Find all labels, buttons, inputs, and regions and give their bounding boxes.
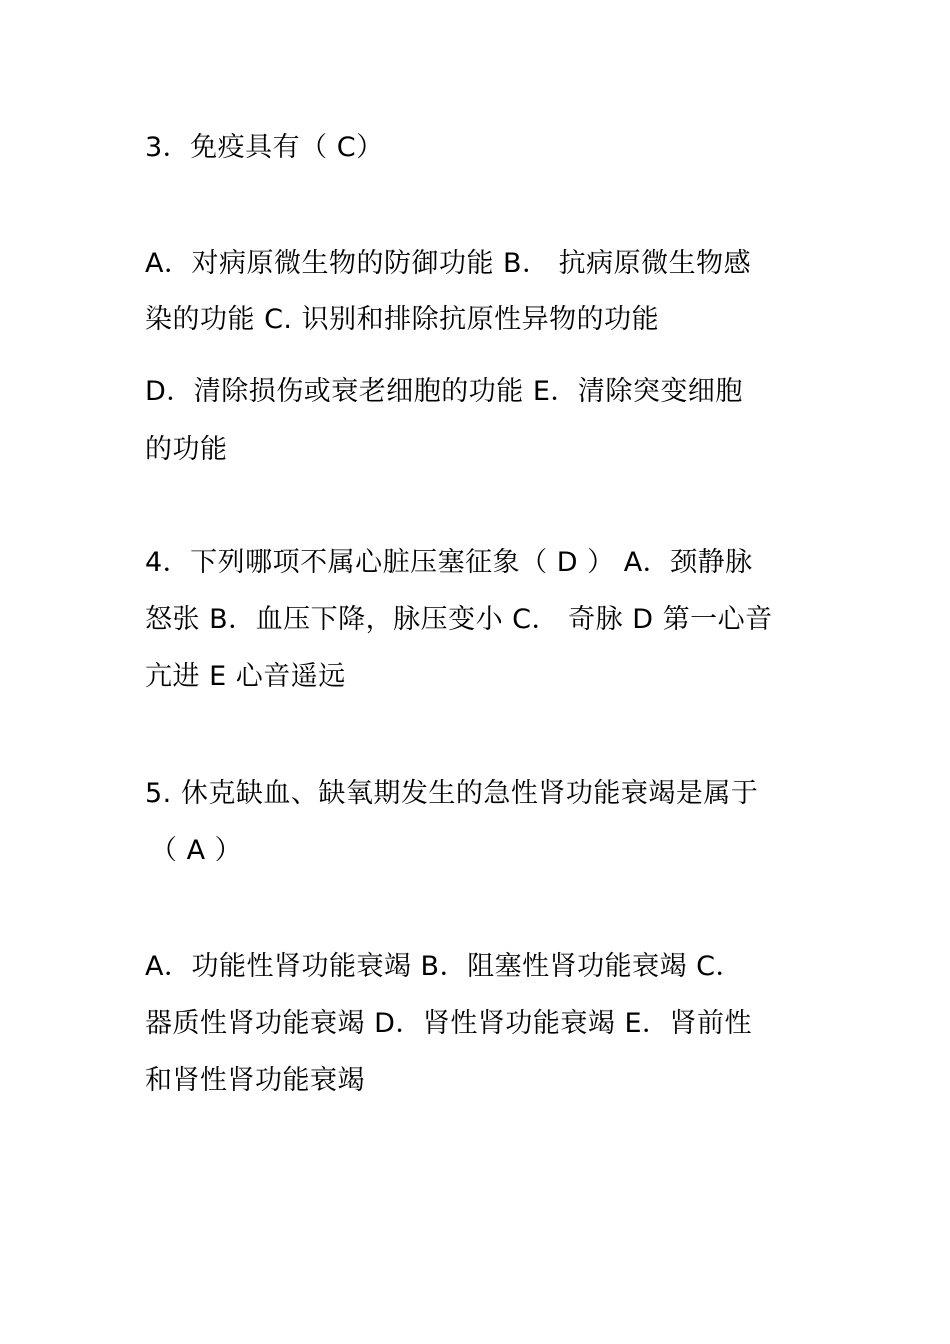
q5-stem-line-2: （ A ） bbox=[150, 835, 243, 866]
q3-options-line-3: D．清除损伤或衰老细胞的功能 E．清除突变细胞 bbox=[145, 376, 743, 407]
q5-options-line-3: 和肾性肾功能衰竭 bbox=[145, 1065, 365, 1096]
q3-stem: 3．免疫具有（ C） bbox=[145, 132, 384, 163]
q3-options-line-2: 染的功能 C. 识别和排除抗原性异物的功能 bbox=[145, 304, 660, 335]
q5-options-line-2: 器质性肾功能衰竭 D．肾性肾功能衰竭 E．肾前性 bbox=[145, 1008, 753, 1039]
q4-line-1: 4．下列哪项不属心脏压塞征象（ D ） A．颈静脉 bbox=[145, 547, 753, 578]
q4-line-2: 怒张 B．血压下降，脉压变小 C． 奇脉 D 第一心音 bbox=[145, 604, 773, 635]
q3-options-line-1: A．对病原微生物的防御功能 B． 抗病原微生物感 bbox=[145, 248, 752, 279]
q4-line-3: 亢进 E 心音遥远 bbox=[145, 661, 346, 692]
q5-options-line-1: A．功能性肾功能衰竭 B．阻塞性肾功能衰竭 C． bbox=[145, 951, 744, 982]
q3-options-line-4: 的功能 bbox=[145, 434, 228, 465]
q5-stem-line-1: 5. 休克缺血、缺氧期发生的急性肾功能衰竭是属于 bbox=[145, 778, 759, 809]
